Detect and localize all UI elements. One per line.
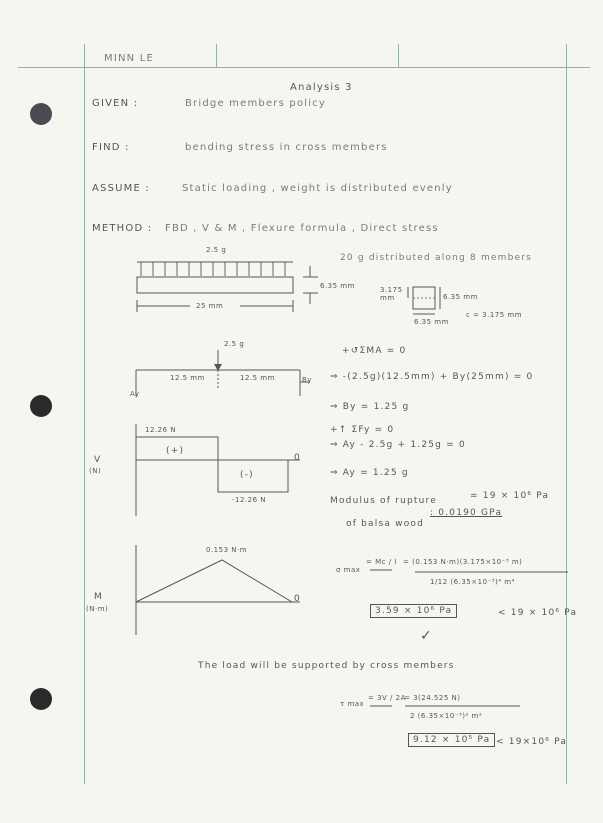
moment-end-value: 0 (294, 594, 301, 604)
shear-stress-denominator: 2 (6.35×10⁻³)² m² (410, 712, 483, 720)
method-label: METHOD : (92, 223, 153, 234)
modulus-line2: of balsa wood (346, 519, 425, 529)
flexure-numerator: = (0.153 N·m)(3.175×10⁻³ m) (403, 558, 523, 566)
moment-axis-label: M (94, 592, 103, 602)
modulus-value2: : 0.0190 GPa (430, 508, 503, 518)
shear-stress-numerator: = 3(24.525 N) (404, 694, 461, 702)
shear-bottom-value: -12.26 N (232, 496, 267, 504)
fbd-left-reaction: Ay (130, 390, 140, 398)
shear-minus: (-) (240, 470, 254, 480)
beam-length-label: 25 mm (196, 302, 224, 310)
equation-line: +↑ ΣFy = 0 (330, 425, 395, 435)
given-label: GIVEN : (92, 98, 139, 109)
shear-axis-label: V (94, 455, 102, 465)
section-right-label: 6.35 mm (443, 293, 478, 301)
shear-axis-unit: (N) (89, 467, 102, 475)
shear-stress-lhs: τ max (340, 700, 365, 708)
section-left-label: 3.175 mm (380, 286, 403, 302)
shear-end-value: 0 (294, 453, 301, 463)
fbd-right-span: 12.5 mm (240, 374, 275, 382)
find-text: bending stress in cross members (185, 142, 388, 153)
beam-thickness-label: 6.35 mm (320, 282, 355, 290)
shear-stress-compare: < 19×10⁶ Pa (496, 737, 568, 747)
flexure-formula: = Mc / I (366, 558, 397, 566)
load-note: 20 g distributed along 8 members (340, 253, 533, 263)
shear-stress-formula: = 3V / 2A (368, 694, 406, 702)
equation-line: ⇒ Ay - 2.5g + 1.25g = 0 (330, 440, 466, 450)
equation-line: +↺ΣMA = 0 (342, 346, 407, 356)
equation-line: ⇒ Ay = 1.25 g (330, 468, 409, 478)
flexure-lhs: σ max (336, 566, 361, 574)
modulus-line1: Modulus of rupture (330, 496, 437, 506)
find-label: FIND : (92, 142, 130, 153)
flexure-compare: < 19 × 10⁶ Pa (498, 608, 578, 618)
beam-load-label: 2.5 g (206, 246, 227, 254)
flexure-denominator: 1/12 (6.35×10⁻³)⁴ m⁴ (430, 578, 515, 586)
modulus-value1: = 19 × 10⁶ Pa (470, 491, 550, 501)
page-title: Analysis 3 (290, 82, 353, 93)
section-c-label: c = 3.175 mm (466, 311, 523, 319)
flexure-result-box: 3.59 × 10⁶ Pa (370, 604, 457, 618)
fbd-left-span: 12.5 mm (170, 374, 205, 382)
moment-peak-value: 0.153 N·m (206, 546, 248, 554)
fbd-load-label: 2.5 g (224, 340, 245, 348)
given-text: Bridge members policy (185, 98, 327, 109)
shear-top-value: 12.26 N (145, 426, 177, 434)
assume-text: Static loading , weight is distributed evenly (182, 183, 453, 194)
course-label: MINN LE (104, 53, 155, 64)
conclusion-text: The load will be supported by cross members (198, 661, 455, 671)
check-mark: ✓ (420, 628, 433, 644)
method-text: FBD , V & M , Flexure formula , Direct stress (165, 223, 439, 234)
shear-stress-result-box: 9.12 × 10⁵ Pa (408, 733, 495, 747)
fbd-right-reaction: By (302, 376, 312, 384)
shear-plus: (+) (166, 446, 185, 456)
section-bottom-label: 6.35 mm (414, 318, 449, 326)
equation-line: ⇒ -(2.5g)(12.5mm) + By(25mm) = 0 (330, 372, 534, 382)
moment-axis-unit: (N·m) (86, 605, 109, 613)
assume-label: ASSUME : (92, 183, 150, 194)
equation-line: ⇒ By = 1.25 g (330, 402, 410, 412)
